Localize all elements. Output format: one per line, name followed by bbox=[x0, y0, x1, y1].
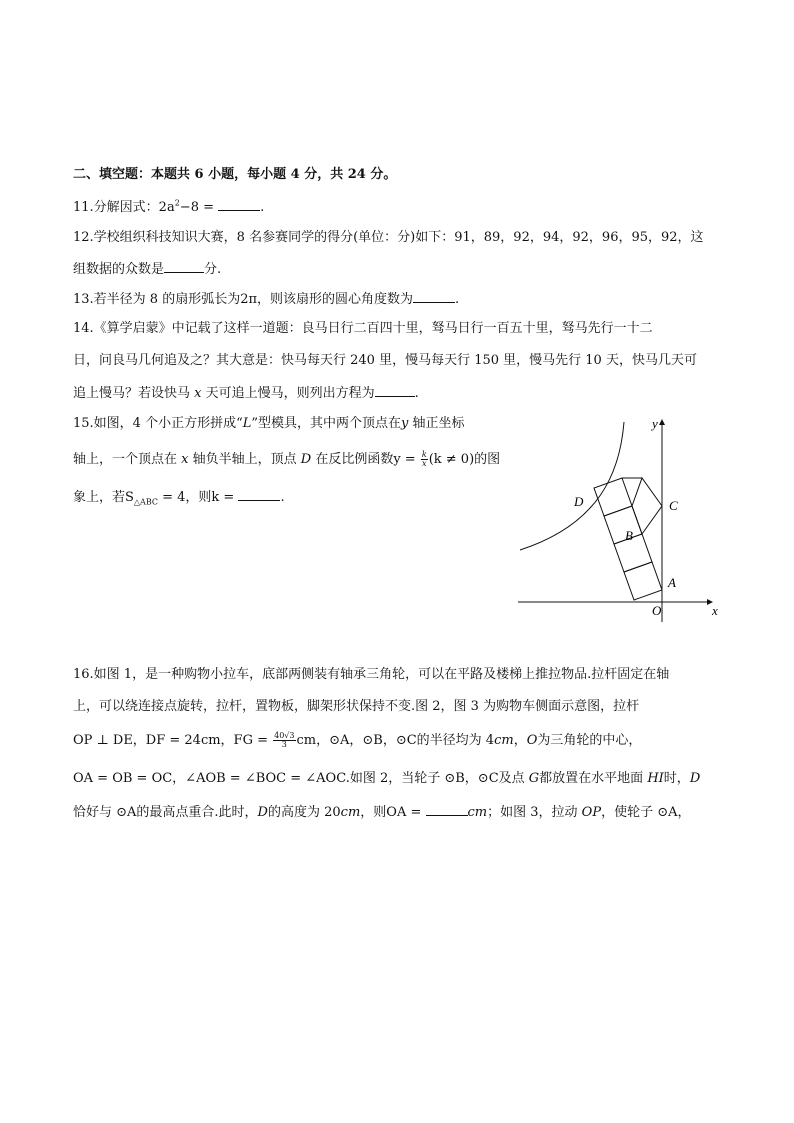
q16-O: O bbox=[526, 733, 538, 748]
question-13 bbox=[73, 290, 459, 309]
q16-line3-c: ， bbox=[513, 733, 527, 748]
q16-line4-c: 时， bbox=[663, 771, 690, 786]
q15-line1-b: ”型模具，其中两个顶点在 bbox=[251, 416, 402, 431]
q14-end: . bbox=[414, 386, 419, 401]
q12-line2-a: 组数据的众数是 bbox=[73, 262, 165, 277]
q15-line2-a: 轴上，一个顶点在 bbox=[73, 452, 182, 467]
label-x: x bbox=[712, 603, 718, 618]
question-14-line3 bbox=[73, 384, 419, 403]
q15-line2-d: (k ≠ 0)的图 bbox=[428, 452, 501, 467]
q16-answer-blank[interactable] bbox=[426, 803, 468, 816]
q15-D: D bbox=[300, 452, 312, 467]
q16-line5-a: 恰好与 ⊙A的最高点重合.此时， bbox=[73, 805, 258, 820]
q15-line2-b: 轴负半轴上，顶点 bbox=[188, 452, 301, 467]
q15-line3-a: 象上，若S bbox=[73, 490, 134, 505]
question-15-line1 bbox=[73, 415, 465, 433]
question-16-line5 bbox=[73, 803, 690, 822]
q14-line3-b: 天可追上慢马，则列出方程为 bbox=[201, 386, 375, 401]
q15-answer-blank[interactable] bbox=[238, 488, 280, 501]
q16-OP: OP bbox=[581, 805, 602, 820]
q15-line1-c: 轴正坐标 bbox=[408, 416, 465, 431]
label-O: O bbox=[652, 603, 662, 618]
question-15-line2 bbox=[73, 451, 500, 469]
question-16-line4 bbox=[73, 770, 700, 788]
q11-end: . bbox=[260, 200, 265, 215]
question-12-line2 bbox=[73, 260, 221, 279]
q16-line3-b: cm，⊙A，⊙B，⊙C的半径均为 4 bbox=[296, 733, 495, 748]
q16-line5-b: 的高度为 20 bbox=[267, 805, 341, 820]
q16-G: G bbox=[528, 771, 540, 786]
q12-line2-b: 分. bbox=[204, 262, 222, 277]
q16-line5-d: ；如图 3，拉动 bbox=[487, 805, 582, 820]
question-16-line3 bbox=[73, 732, 641, 750]
label-B: B bbox=[625, 528, 633, 543]
question-16-line2: 上，可以绕连接点旋转，拉杆，置物板，脚架形状保持不变.图 2，图 3 为购物车侧面示意图，拉杆 bbox=[73, 699, 640, 714]
q14-var-x: x bbox=[194, 386, 202, 401]
q15-line1-a: 15.如图，4 个小正方形拼成“ bbox=[73, 416, 243, 431]
section-header: 二、填空题：本题共 6 小题，每小题 4 分，共 24 分。 bbox=[73, 167, 397, 182]
q14-line3-a: 追上慢马？若设快马 bbox=[73, 386, 195, 401]
q16-fraction bbox=[273, 732, 295, 749]
q15-line3-b: = 4，则k = bbox=[157, 490, 239, 505]
question-15-line3 bbox=[73, 488, 285, 507]
q11-prefix: 11.分解因式：2a bbox=[73, 200, 175, 215]
q15-x: x bbox=[181, 452, 189, 467]
q15-frac-den: x bbox=[422, 459, 427, 468]
q16-line3-a: OP ⊥ DE，DF = 24cm，FG = bbox=[73, 733, 273, 748]
question-11 bbox=[73, 198, 264, 217]
q16-cm2: cm bbox=[340, 805, 361, 820]
q16-line5-c: ，则OA = bbox=[360, 805, 426, 820]
q16-line4-b: 都放置在水平地面 bbox=[539, 771, 648, 786]
label-D: D bbox=[574, 494, 584, 509]
q16-line3-d: 为三角轮的中心， bbox=[537, 733, 642, 748]
q11-answer-blank[interactable] bbox=[218, 198, 260, 211]
q16-line4-a: OA = OB = OC，∠AOB = ∠BOC = ∠AOC.如图 2，当轮子 ⊙B，⊙C及点 bbox=[73, 771, 529, 786]
square-4 bbox=[632, 478, 662, 534]
q13-answer-blank[interactable] bbox=[413, 290, 455, 303]
q16-HI: HI bbox=[647, 771, 664, 786]
q11-suffix: −8 = bbox=[179, 200, 219, 215]
q15-L: L bbox=[242, 416, 252, 431]
square-1 bbox=[624, 562, 662, 600]
q13-end: . bbox=[455, 292, 460, 307]
square-3 bbox=[604, 506, 642, 544]
q15-sub: △ABC bbox=[133, 497, 158, 507]
q15-frac-num: k bbox=[421, 450, 427, 459]
label-C: C bbox=[669, 498, 678, 513]
q15-y: y bbox=[401, 416, 409, 431]
q13-text: 13.若半径为 8 的扇形弧长为2π，则该扇形的圆心角度数为 bbox=[73, 292, 414, 307]
q12-answer-blank[interactable] bbox=[164, 260, 204, 273]
q16-line5-e: ，使轮子 ⊙A， bbox=[601, 805, 691, 820]
question-14-line1: 14.《算学启蒙》中记载了这样一道题：良马日行二百四十里，驽马日行一百五十里，驽马先行一十二 bbox=[73, 321, 653, 336]
question-14-line2: 日，问良马几何追及之？其大意是：快马每天行 240 里，慢马每天行 150 里，慢马先行 10 天，快马几天可 bbox=[73, 353, 697, 368]
q16-frac-num: 40√3 bbox=[274, 731, 295, 740]
q16-cm3: cm bbox=[467, 805, 488, 820]
square-2 bbox=[614, 534, 652, 572]
q14-answer-blank[interactable] bbox=[375, 384, 415, 397]
q11-sup: 2 bbox=[174, 198, 180, 208]
question-12-line1: 12.学校组织科技知识大赛，8 名参赛同学的得分(单位：分)如下：91，89，92，94，92，96，95，92，这 bbox=[73, 230, 704, 245]
q16-D2: D bbox=[257, 805, 268, 820]
q16-frac-den: 3 bbox=[281, 740, 287, 749]
question-16-line1: 16.如图 1，是一种购物小拉车，底部两侧装有轴承三角轮，可以在平路及楼梯上推拉物品.拉杆固定在轴 bbox=[73, 667, 670, 682]
q15-fraction bbox=[421, 451, 428, 468]
q15-figure bbox=[512, 412, 732, 627]
q15-end: . bbox=[280, 490, 285, 505]
q15-line2-c: 在反比例函数y = bbox=[311, 452, 420, 467]
label-y: y bbox=[652, 416, 658, 431]
label-A: A bbox=[668, 575, 676, 590]
q16-D1: D bbox=[689, 771, 701, 786]
hyperbola-curve bbox=[520, 422, 624, 550]
q16-cm: cm bbox=[494, 733, 514, 748]
